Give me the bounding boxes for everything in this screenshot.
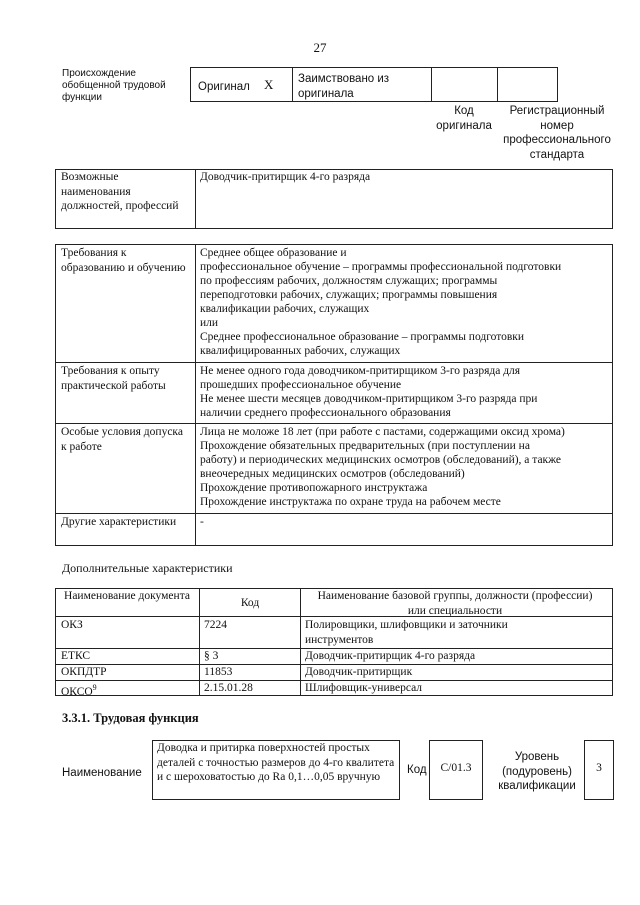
function-name-value: Доводка и притирка поверхностей простых деталей с точностью размеров до 4-го квалитета и с шероховатостью до Ra 0,1…0,05 вручную <box>157 742 395 783</box>
origin-label: Происхождение обобщенной трудовой функции <box>62 68 166 103</box>
function-name-label: Наименование <box>62 767 142 779</box>
row-name: Шлифовщик-универсал <box>305 682 423 694</box>
row-doc: ОКПДТР <box>61 666 107 678</box>
row-name: Доводчик-притирщик 4-го разряда <box>305 650 476 662</box>
additional-title: Дополнительные характеристики <box>62 561 233 575</box>
row-name: Доводчик-притирщик <box>305 666 413 678</box>
req-education-value: Среднее общее образование и профессиональное обучение – программы профессиональной подготовки по профессиям рабочих, должностям служащих; программы переподготовки рабочих, служащих; программы повышения квалификации рабочих, служащих или Среднее профессиональное образование – программы подготовки квалифицированных рабочих, служащих <box>200 247 562 357</box>
function-code-value: C/01.3 <box>440 762 472 774</box>
code-original-caption: Код оригинала <box>436 105 492 132</box>
row-code: 2.15.01.28 <box>204 682 253 694</box>
col-header-name: Наименование базовой группы, должности (профессии) или специальности <box>317 590 593 617</box>
row-code: 11853 <box>204 666 233 678</box>
original-mark: X <box>264 77 274 92</box>
section-heading: 3.3.1. Трудовая функция <box>62 711 199 725</box>
original-label: Оригинал <box>198 81 250 93</box>
req-conditions-value: Лица не моложе 18 лет (при работе с пастами, содержащими оксид хрома) Прохождение обязательных предварительных (при поступлении на работу) и периодических медицинских осмотров (обследований), а также внеочередных медицинских осмотров (обследований) Прохождение противопожарного инструктажа Прохождение инструктажа по охране труда на рабочем месте <box>200 426 565 508</box>
req-experience-label: Требования к опыту практической работы <box>61 365 166 392</box>
col-header-code: Код <box>240 597 260 609</box>
footnote-mark: 9 <box>92 683 97 692</box>
row-code: 7224 <box>204 619 227 631</box>
row-name: Полировщики, шлифовщики и заточники инструментов <box>305 619 508 646</box>
col-header-document: Наименование документа <box>64 590 190 602</box>
positions-label: Возможные наименования должностей, профессий <box>61 171 179 212</box>
req-other-label: Другие характеристики <box>61 516 177 528</box>
req-conditions-label: Особые условия допуска к работе <box>61 426 183 453</box>
row-doc: ЕТКС <box>61 650 91 662</box>
borrowed-label: Заимствовано из оригинала <box>298 73 390 100</box>
req-education-label: Требования к образованию и обучению <box>61 247 186 274</box>
row-doc: ОКСО$^9$ <box>61 683 97 698</box>
reg-number-caption: Регистрационный номер профессионального стандарта <box>503 105 611 161</box>
positions-value: Доводчик-притирщик 4-го разряда <box>200 171 371 183</box>
req-other-value: - <box>200 516 204 528</box>
qualification-level-label: Уровень (подуровень) квалификации <box>498 751 576 792</box>
row-code: § 3 <box>204 650 219 662</box>
page-number: 27 <box>313 40 327 55</box>
row-doc: ОКЗ <box>61 619 83 631</box>
req-experience-value: Не менее одного года доводчиком-притирщиком 3-го разряда для прошедших профессиональное обучение Не менее шести месяцев доводчиком-притирщиком 3-го разряда при наличии среднего профессионального образования <box>200 365 538 419</box>
function-code-label: Код <box>407 764 427 776</box>
qualification-level-value: 3 <box>596 762 602 774</box>
